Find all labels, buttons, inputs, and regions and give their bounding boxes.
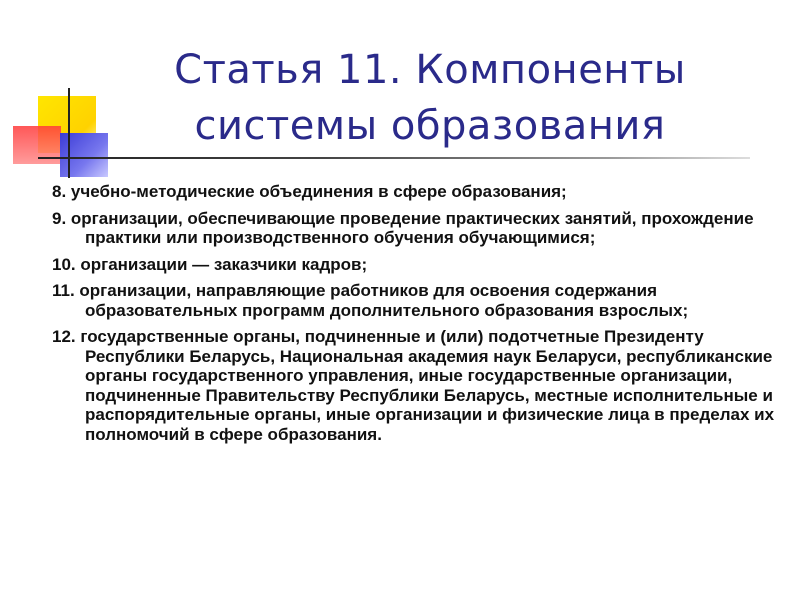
- slide-title: [150, 42, 710, 154]
- list-item-8: 8. учебно-методические объединения в сфере образования;: [52, 182, 567, 201]
- list-item-10: 10. организации — заказчики кадров;: [52, 254, 368, 274]
- list-item-11: 11. организации, направляющие работников для освоения содержания образовательных программ дополнительного образования взрослых;: [52, 281, 689, 320]
- vertical-divider-line: [68, 88, 70, 178]
- horizontal-divider-line: [38, 157, 750, 159]
- slide-content: [52, 182, 782, 451]
- slide-title-line-1: Статья 11. Компоненты: [174, 47, 686, 93]
- list-item-9: 9. организации, обеспечивающие проведение практических занятий, прохождение практики или производственного обучения обучающимися;: [52, 208, 754, 247]
- slide-title-line-2: системы образования: [194, 103, 666, 149]
- list-item-12: 12. государственные органы, подчиненные и (или) подотчетные Президенту Республики Беларусь, Национальная академия наук Беларуси, республиканские органы государственного управления, иные государственные организации, подчиненные Правительству Республики Беларусь, местные исполнительные и распорядительные органы, иные организации и физические лица в пределах их полномочий в сфере образования.: [52, 327, 775, 444]
